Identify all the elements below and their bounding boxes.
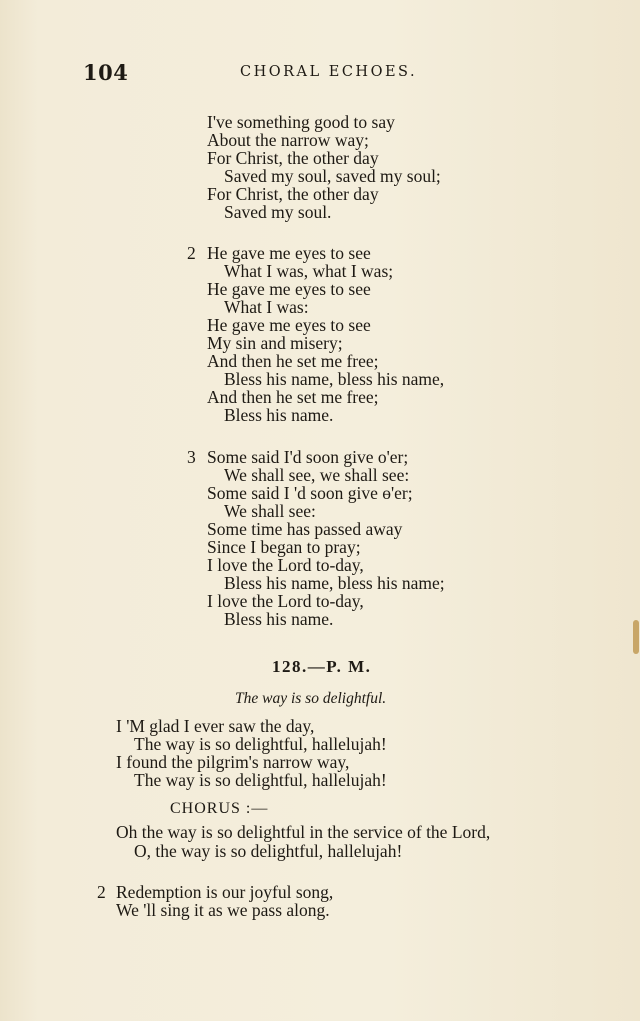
page-header — [0, 60, 640, 90]
verse-line: For Christ, the other day — [207, 148, 379, 168]
verse-line: We shall see, we shall see: — [224, 465, 410, 485]
verse-line: And then he set me free; — [207, 351, 379, 371]
verse-line: Some said I'd soon give o'er; — [207, 447, 409, 467]
chorus-line: O, the way is so delightful, hallelujah! — [134, 841, 403, 861]
verse-line: I 'M glad I ever saw the day, — [116, 716, 315, 736]
chorus-label: CHORUS :— — [170, 800, 269, 817]
verse-line: I've something good to say — [207, 112, 395, 132]
verse-line: Some said I 'd soon give ɵ'er; — [207, 483, 413, 503]
verse-line: I love the Lord to-day, — [207, 591, 364, 611]
verse-number: 2 — [97, 882, 106, 902]
verse-line: What I was, what I was; — [224, 261, 394, 281]
verse-line: I found the pilgrim's narrow way, — [116, 752, 350, 772]
verse-number: 3 — [187, 447, 196, 467]
verse-line: And then he set me free; — [207, 387, 379, 407]
page-edge-stain — [633, 620, 639, 654]
running-title: CHORAL ECHOES. — [240, 64, 418, 80]
verse-number: 2 — [187, 243, 196, 263]
verse-line: Saved my soul. — [224, 202, 332, 222]
verse-line: The way is so delightful, hallelujah! — [134, 770, 387, 790]
verse-line: What I was: — [224, 297, 309, 317]
verse-line: We shall see: — [224, 501, 316, 521]
verse-line: For Christ, the other day — [207, 184, 379, 204]
verse-line: Bless his name. — [224, 405, 334, 425]
verse-line: About the narrow way; — [207, 130, 369, 150]
verse-line: Some time has passed away — [207, 519, 403, 539]
chorus-line: Oh the way is so delightful in the service of the Lord, — [116, 822, 491, 842]
verse-line: He gave me eyes to see — [207, 315, 371, 335]
verse-line: Since I began to pray; — [207, 537, 361, 557]
verse-line: We 'll sing it as we pass along. — [116, 900, 330, 920]
page-number: 104 — [83, 60, 129, 85]
verse-line: He gave me eyes to see — [207, 279, 371, 299]
verse-line: I love the Lord to-day, — [207, 555, 364, 575]
hymn-subtitle: The way is so delightful. — [235, 690, 387, 707]
verse-line: Bless his name, bless his name; — [224, 573, 445, 593]
verse-line: Saved my soul, saved my soul; — [224, 166, 441, 186]
verse-line: Redemption is our joyful song, — [116, 882, 334, 902]
verse-line: My sin and misery; — [207, 333, 343, 353]
verse-line: He gave me eyes to see — [207, 243, 371, 263]
hymn-heading: 128.—P. M. — [272, 657, 372, 676]
verse-line: Bless his name. — [224, 609, 334, 629]
verse-line: Bless his name, bless his name, — [224, 369, 445, 389]
verse-line: The way is so delightful, hallelujah! — [134, 734, 387, 754]
